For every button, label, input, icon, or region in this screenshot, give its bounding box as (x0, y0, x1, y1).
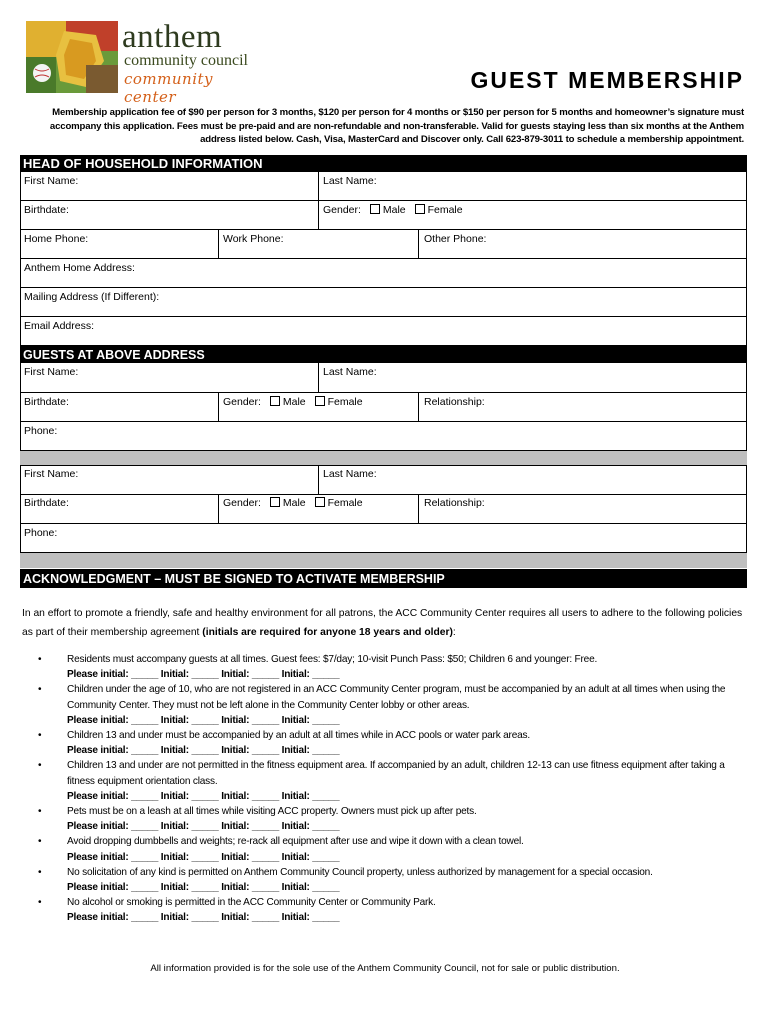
male-checkbox[interactable] (370, 204, 380, 214)
footer-disclaimer: All information provided is for the sole use of the Anthem Community Council, not for sale or public distribution. (150, 963, 620, 974)
brand-tagline: community center (124, 70, 213, 106)
policy-item (22, 728, 750, 758)
hoh-work-phone-label: Work Phone: (223, 233, 284, 245)
guest1-birthdate-label: Birthdate: (24, 396, 69, 408)
female-checkbox[interactable] (415, 204, 425, 214)
ack-intro-end: : (452, 627, 456, 638)
policy-initials[interactable]: Please initial: _____ Initial: _____ Initial: _____ Initial: _____ (67, 745, 340, 757)
policy-initials[interactable]: Please initial: _____ Initial: _____ Initial: _____ Initial: _____ (67, 882, 340, 894)
hoh-birthdate-label: Birthdate: (24, 204, 69, 216)
row-divider (20, 287, 747, 288)
female-label: Female (327, 396, 363, 408)
gender-label: Gender: (323, 204, 361, 216)
section-header-guests: GUESTS AT ABOVE ADDRESS (20, 345, 747, 363)
row-divider (20, 523, 747, 524)
ack-intro-bold: (initials are required for anyone 18 years and older) (202, 627, 453, 638)
policy-text: No alcohol or smoking is permitted in the ACC Community Center or Community Park. (67, 897, 436, 909)
female-label: Female (427, 204, 463, 216)
policy-text: Children 13 and under are not permitted in the fitness equipment area. If accompanied by an adult, children 12-13 can use fitness equipment after taking a fitness equipment orientation class. (67, 760, 725, 787)
hoh-other-phone-label: Other Phone: (424, 233, 487, 245)
row-divider (20, 200, 747, 201)
policy-text: Pets must be on a leash at all times while visiting ACC property. Owners must pick up after pets. (67, 806, 477, 818)
ack-intro-text: In an effort to promote a friendly, safe and healthy environment for all patrons, the ACC Community Center requires all users to adhere to the following policies as part of their membership agreement (22, 608, 743, 638)
hoh-mailing-address-label: Mailing Address (If Different): (24, 291, 160, 303)
document-title: GUEST MEMBERSHIP (470, 67, 744, 93)
policy-item (22, 865, 750, 895)
policy-initials[interactable]: Please initial: _____ Initial: _____ Initial: _____ Initial: _____ (67, 714, 340, 726)
col-divider (318, 466, 319, 494)
female-checkbox[interactable] (315, 497, 325, 507)
male-checkbox[interactable] (270, 497, 280, 507)
policy-initials[interactable]: Please initial: _____ Initial: _____ Initial: _____ Initial: _____ (67, 790, 340, 802)
male-label: Male (282, 497, 306, 509)
brand-name: anthem (122, 19, 223, 55)
col-divider (218, 229, 219, 258)
guest2-last-name-label: Last Name: (323, 468, 377, 480)
policy-item (22, 682, 750, 728)
guest1-gender-field (223, 396, 363, 409)
female-checkbox[interactable] (315, 396, 325, 406)
policy-item (22, 834, 750, 864)
policy-item (22, 758, 750, 804)
hoh-home-address-label: Anthem Home Address: (24, 262, 135, 274)
policy-text: Residents must accompany guests at all times. Guest fees: $7/day; 10-visit Punch Pass: $50; Children 6 and younger: Free. (67, 654, 598, 665)
row-divider (20, 392, 747, 393)
policy-initials[interactable]: Please initial: _____ Initial: _____ Initial: _____ Initial: _____ (67, 669, 340, 681)
policy-initials[interactable]: Please initial: _____ Initial: _____ Initial: _____ Initial: _____ (67, 821, 340, 833)
guest1-first-name-label: First Name: (24, 366, 79, 378)
policy-list (22, 652, 750, 926)
guest2-gender-field (223, 497, 363, 510)
hoh-last-name-label: Last Name: (323, 175, 377, 187)
policy-item (22, 652, 750, 682)
gender-label: Gender: (223, 396, 261, 408)
hoh-first-name-label: First Name: (24, 175, 79, 187)
acknowledgment-intro (22, 604, 746, 642)
male-label: Male (382, 204, 406, 216)
guest1-phone-label: Phone: (24, 425, 58, 437)
col-divider (418, 392, 419, 421)
col-divider (318, 172, 319, 229)
policy-initials[interactable]: Please initial: _____ Initial: _____ Initial: _____ Initial: _____ (67, 912, 340, 924)
hoh-email-label: Email Address: (24, 320, 95, 332)
row-divider (20, 258, 747, 259)
guest1-last-name-label: Last Name: (323, 366, 377, 378)
policy-text: Children 13 and under must be accompanied by an adult at all times while in ACC pools or water park areas. (67, 730, 530, 742)
gender-label: Gender: (223, 497, 261, 509)
policy-initials[interactable]: Please initial: _____ Initial: _____ Initial: _____ Initial: _____ (67, 851, 340, 863)
hoh-home-phone-label: Home Phone: (24, 233, 89, 245)
logo-artwork (26, 21, 118, 93)
guest2-birthdate-label: Birthdate: (24, 497, 69, 509)
col-divider (418, 229, 419, 258)
guest2-relationship-label: Relationship: (424, 497, 485, 509)
col-divider (218, 392, 219, 421)
guest-separator (20, 451, 747, 466)
policy-item (22, 804, 750, 834)
female-label: Female (327, 497, 363, 509)
policy-text: Children under the age of 10, who are not registered in an ACC Community Center program, must be accompanied by an adult at all times when using the Community Center. They must not be left alone in the Community Center lobby or other areas. (67, 684, 726, 711)
hoh-gender-field (323, 204, 463, 217)
guest2-phone-label: Phone: (24, 527, 58, 539)
guest1-relationship-label: Relationship: (424, 396, 485, 408)
row-divider (20, 316, 747, 317)
section-header-household: HEAD OF HOUSEHOLD INFORMATION (20, 155, 747, 172)
section-header-acknowledgment: ACKNOWLEDGMENT – MUST BE SIGNED TO ACTIVATE MEMBERSHIP (20, 569, 747, 588)
row-divider (20, 229, 747, 230)
col-divider (418, 494, 419, 523)
male-label: Male (282, 396, 306, 408)
row-divider (20, 494, 747, 495)
policy-item (22, 895, 750, 925)
guest2-first-name-label: First Name: (24, 468, 79, 480)
col-divider (218, 494, 219, 523)
brand-subtitle: community council (124, 52, 248, 69)
male-checkbox[interactable] (270, 396, 280, 406)
row-divider (20, 421, 747, 422)
guest-separator (20, 553, 747, 568)
intro-paragraph: Membership application fee of $90 per person for 3 months, $120 per person for 4 months or $150 per person for 5 months and homeowner’s signature must accompany this application. Fees must be pre-paid and are non-refundable and non-transferable. Valid for guests staying less than six months at the Anthem address listed below. Cash, Visa, MasterCard and Discover only. Call 623-879-3011 to schedule a membership appointment. (49, 107, 744, 145)
anthem-logo (26, 18, 266, 106)
policy-text: No solicitation of any kind is permitted on Anthem Community Council property, unless authorized by management for a special occasion. (67, 866, 653, 878)
policy-text: Avoid dropping dumbbells and weights; re-rack all equipment after use and wipe it down with a clean towel. (67, 836, 524, 848)
col-divider (318, 363, 319, 392)
